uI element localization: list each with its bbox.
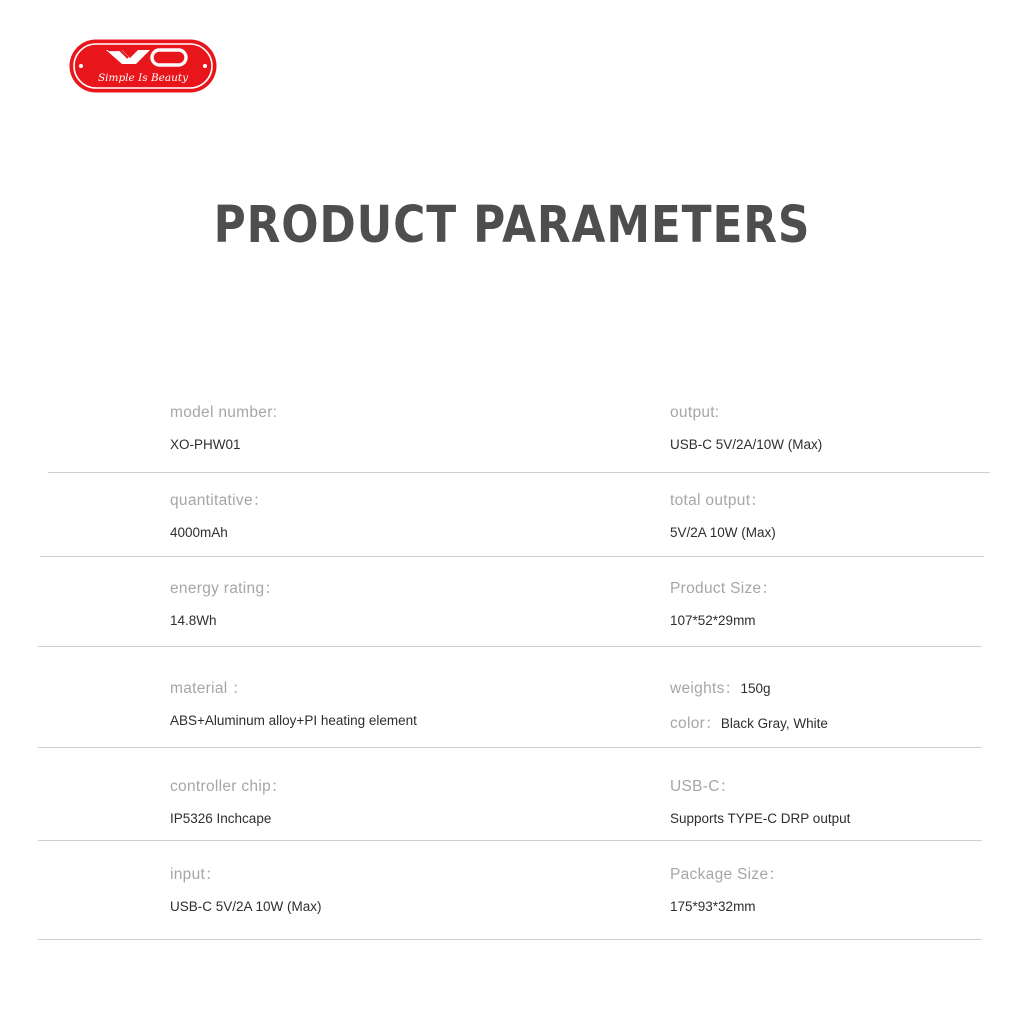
param-value: 14.8Wh — [170, 613, 217, 628]
param-label: material ： — [170, 680, 248, 697]
param-label: Product Size： — [670, 580, 778, 597]
param-label: USB-C： — [670, 778, 736, 795]
param-input — [170, 862, 600, 914]
param-value: 150g — [740, 681, 771, 696]
param-energy-rating — [170, 576, 600, 628]
param-value: Black Gray, White — [720, 716, 828, 731]
param-value: 175*93*32mm — [670, 899, 756, 914]
param-value: 4000mAh — [170, 525, 228, 540]
param-label: color： — [670, 715, 721, 732]
row-divider — [40, 556, 984, 557]
param-label: output: — [670, 404, 720, 421]
row-divider — [38, 747, 982, 748]
xo-logo-badge — [68, 38, 218, 94]
param-label: model number: — [170, 404, 278, 421]
param-label: total output： — [670, 492, 767, 509]
brand-logo — [68, 38, 218, 94]
param-weights — [670, 676, 1000, 698]
param-value: USB-C 5V/2A 10W (Max) — [170, 899, 322, 914]
row-divider — [38, 646, 982, 647]
param-material — [170, 676, 600, 728]
param-label: controller chip： — [170, 778, 287, 795]
param-label: input： — [170, 866, 221, 883]
row-divider — [48, 472, 990, 473]
param-usb-c — [670, 774, 1000, 826]
page-title: PRODUCT PARAMETERS — [213, 196, 811, 255]
param-value: XO-PHW01 — [170, 437, 241, 452]
logo-tagline: Simple Is Beauty — [97, 72, 189, 84]
param-label: energy rating： — [170, 580, 281, 597]
param-label: quantitative： — [170, 492, 269, 509]
row-divider — [38, 939, 982, 940]
param-model-number — [170, 404, 600, 452]
param-value: USB-C 5V/2A/10W (Max) — [670, 437, 823, 452]
param-label: Package Size： — [670, 866, 785, 883]
param-color — [670, 711, 1000, 733]
param-value: ABS+Aluminum alloy+PI heating element — [170, 713, 417, 728]
param-label: weights： — [670, 680, 741, 697]
param-product-size — [670, 576, 1000, 628]
param-controller-chip — [170, 774, 600, 826]
param-output — [670, 404, 1000, 452]
param-total-output — [670, 488, 1000, 540]
param-value: 5V/2A 10W (Max) — [670, 525, 776, 540]
param-quantitative — [170, 488, 600, 540]
param-package-size — [670, 862, 1000, 914]
row-divider — [38, 840, 982, 841]
param-value: Supports TYPE-C DRP output — [670, 811, 851, 826]
param-value: 107*52*29mm — [670, 613, 756, 628]
param-value: IP5326 Inchcape — [170, 811, 272, 826]
param-weight-color — [670, 676, 1000, 733]
